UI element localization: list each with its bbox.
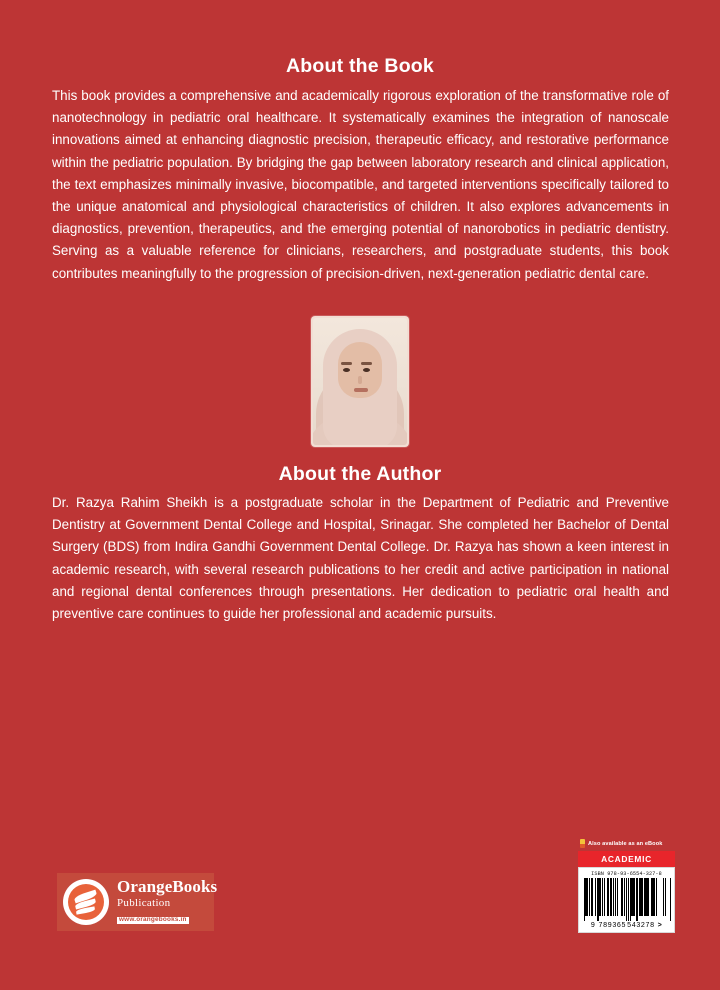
portrait-mouth: [354, 388, 368, 392]
author-portrait: [313, 318, 407, 445]
portrait-brow-right: [361, 362, 372, 365]
ebook-availability-note: [578, 838, 675, 849]
ean-group-two: 543278: [627, 922, 655, 930]
ebook-note-label: Also available as an eBook: [588, 840, 663, 847]
barcode-bars: [583, 878, 670, 921]
about-book-paragraph: This book provides a comprehensive and academically rigorous exploration of the transformative role of nanotechnology in pediatric oral healthcare. It systematically examines the integration of nanoscale innovations aimed at enhancing diagnostic precision, therapeutic efficacy, and restorative performance within the pediatric population. By bridging the gap between laboratory research and clinical application, the text emphasizes minimally invasive, biocompatible, and targeted interventions specifically tailored to the unique anatomical and physiological characteristics of children. It also explores advancements in diagnostics, prevention, therapeutics, and the emerging potential of nanorobotics in pediatric dentistry. Serving as a valuable reference for clinicians, researchers, and postgraduate students, this book contributes meaningfully to the progression of precision-driven, next-generation pediatric dental care.: [52, 88, 669, 281]
publisher-logo-text: [117, 878, 217, 926]
ean-tail-marker: >: [657, 922, 663, 930]
portrait-eye-right: [363, 368, 370, 372]
ean-group-one: 789365: [598, 922, 626, 930]
ean-digits: [583, 922, 670, 930]
publisher-website: www.orangebooks.in: [119, 916, 187, 924]
category-band: ACADEMIC: [578, 851, 675, 867]
ebook-icon: [580, 839, 585, 848]
publisher-subtitle: Publication: [117, 896, 171, 909]
author-photo-frame: [311, 316, 409, 447]
publisher-logo-panel: [57, 873, 218, 931]
isbn-label: ISBN 978-93-6554-327-8: [591, 871, 662, 877]
publisher-name: OrangeBooks: [117, 876, 218, 896]
about-author-paragraph: Dr. Razya Rahim Sheikh is a postgraduate scholar in the Department of Pediatric and Preventive Dentistry at Government Dental College and Hospital, Srinagar. She completed her Bachelor of Dental Surgery (BDS) from Indira Gandhi Government Dental College. Dr. Razya has shown a keen interest in academic research, with several research publications to her credit and active participation in national and regional dental conferences through presentations. Her dedication to pediatric oral health and preventive care continues to guide her professional and academic pursuits.: [52, 495, 669, 622]
ean-lead-digit: 9: [590, 922, 596, 930]
orangebooks-logo-icon: [63, 879, 109, 925]
about-author-heading: About the Author: [278, 463, 442, 485]
isbn-barcode-panel: [578, 867, 675, 933]
portrait-nose: [358, 376, 362, 384]
about-book-heading: About the Book: [286, 55, 434, 77]
logo-mark-inner: [68, 884, 104, 920]
portrait-brow-left: [341, 362, 352, 365]
portrait-eye-left: [343, 368, 350, 372]
barcode-block: [578, 838, 675, 933]
